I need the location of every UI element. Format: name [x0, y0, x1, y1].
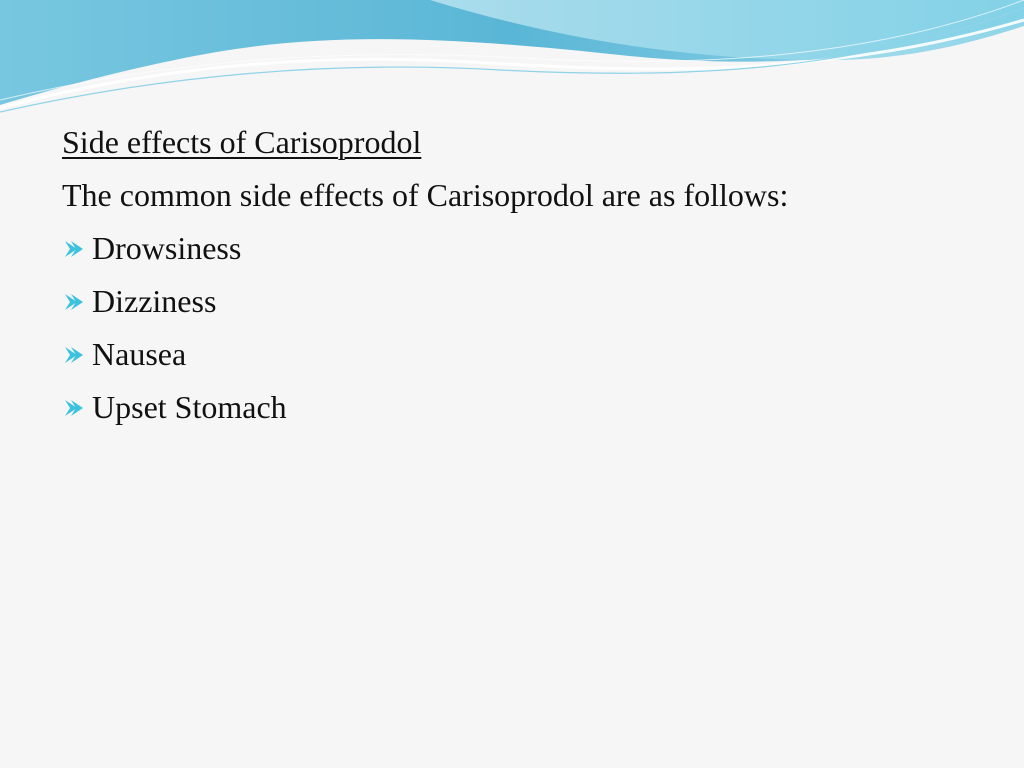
list-item [62, 381, 982, 434]
bullet-label: Dizziness [92, 283, 217, 319]
arrow-bullet-icon [62, 291, 88, 313]
list-item [62, 328, 982, 381]
arrow-bullet-icon [62, 344, 88, 366]
bullet-label: Nausea [92, 336, 187, 372]
bullet-label: Drowsiness [92, 230, 242, 266]
arrow-bullet-icon [62, 238, 88, 260]
slide-content [62, 116, 982, 434]
arrow-bullet-icon [62, 397, 88, 419]
slide-intro-text: The common side effects of Carisoprodol are as follows: [62, 177, 789, 213]
slide-heading: Side effects of Carisoprodol [62, 124, 422, 160]
bullet-list [62, 222, 982, 434]
list-item [62, 275, 982, 328]
wave-banner [0, 0, 1024, 120]
bullet-label: Upset Stomach [92, 389, 287, 425]
list-item [62, 222, 982, 275]
